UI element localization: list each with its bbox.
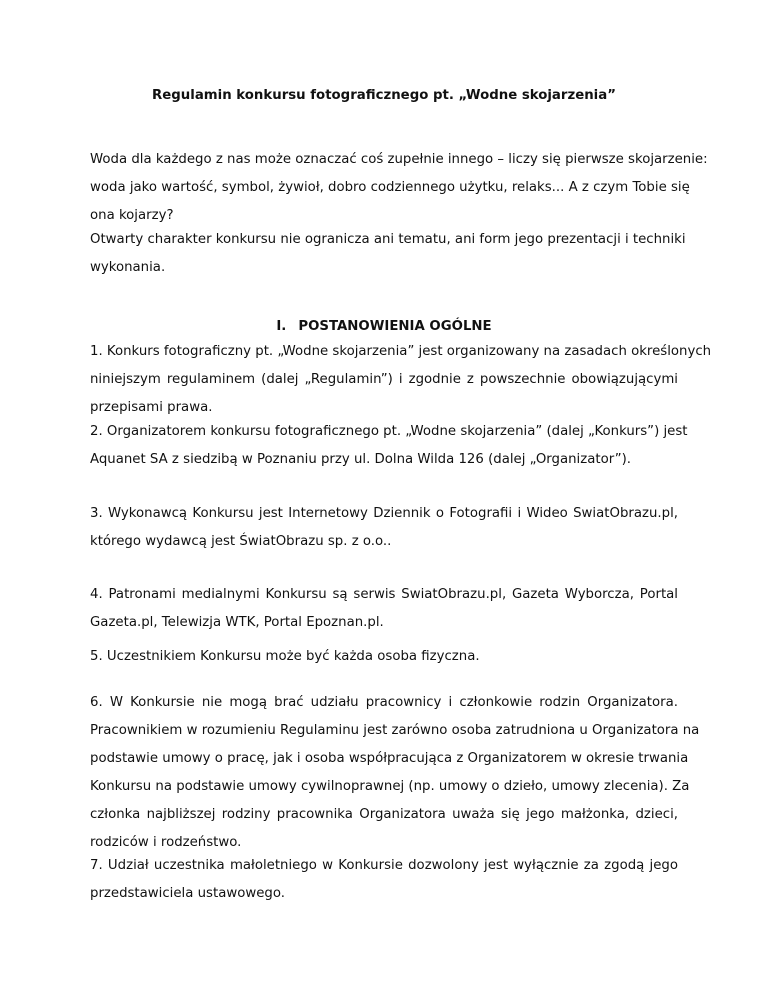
intro-paragraph xyxy=(90,226,686,282)
paragraph-line: 4. Patronami medialnymi Konkursu są serwis SwiatObrazu.pl, Gazeta Wyborcza, Portal xyxy=(90,587,678,602)
paragraph-line: 6. W Konkursie nie mogą brać udziału pracownicy i członkowie rodzin Organizatora. xyxy=(90,695,678,710)
document-title: Regulamin konkursu fotograficznego pt. „Wodne skojarzenia” xyxy=(152,88,616,103)
clause-2 xyxy=(90,418,688,474)
paragraph-line: Otwarty charakter konkursu nie ogranicza ani tematu, ani form jego prezentacji i techniki xyxy=(90,232,686,247)
clause-6 xyxy=(90,689,700,857)
paragraph-line: którego wydawcą jest ŚwiatObrazu sp. z o.o.. xyxy=(90,534,392,549)
clause-5 xyxy=(90,643,678,671)
paragraph-line: Konkursu na podstawie umowy cywilnoprawnej (np. umowy o dzieło, umowy zlecenia). Za xyxy=(90,779,690,794)
paragraph-line: ona kojarzy? xyxy=(90,208,174,223)
clause-4 xyxy=(90,581,678,637)
paragraph-line: Aquanet SA z siedzibą w Poznaniu przy ul. Dolna Wilda 126 (dalej „Organizator”). xyxy=(90,452,632,467)
paragraph-line: 5. Uczestnikiem Konkursu może być każda osoba fizyczna. xyxy=(90,649,480,664)
paragraph-line: 3. Wykonawcą Konkursu jest Internetowy Dziennik o Fotografii i Wideo SwiatObrazu.pl, xyxy=(90,506,678,521)
paragraph-line: 7. Udział uczestnika małoletniego w Konkursie dozwolony jest wyłącznie za zgodą jego xyxy=(90,858,678,873)
clause-3 xyxy=(90,500,678,556)
section-title: POSTANOWIENIA OGÓLNE xyxy=(298,319,492,334)
paragraph-line: Woda dla każdego z nas może oznaczać coś zupełnie innego – liczy się pierwsze skojarzenie: xyxy=(90,152,708,167)
paragraph-line: wykonania. xyxy=(90,260,166,275)
intro-paragraph xyxy=(90,146,708,230)
paragraph-line: Pracownikiem w rozumieniu Regulaminu jest zarówno osoba zatrudniona u Organizatora na xyxy=(90,723,700,738)
paragraph-line: przepisami prawa. xyxy=(90,400,213,415)
paragraph-line: 1. Konkurs fotograficzny pt. „Wodne skojarzenia” jest organizowany na zasadach określonych xyxy=(90,344,712,359)
paragraph-line: Gazeta.pl, Telewizja WTK, Portal Epoznan.pl. xyxy=(90,615,384,630)
paragraph-line: przedstawiciela ustawowego. xyxy=(90,886,285,901)
section-heading xyxy=(90,317,678,337)
clause-7 xyxy=(90,852,678,908)
clause-1 xyxy=(90,338,712,422)
paragraph-line: 2. Organizatorem konkursu fotograficznego pt. „Wodne skojarzenia” (dalej „Konkurs”) jest xyxy=(90,424,688,439)
paragraph-line: podstawie umowy o pracę, jak i osoba współpracująca z Organizatorem w okresie trwania xyxy=(90,751,689,766)
section-number: I. xyxy=(276,319,287,334)
paragraph-line: rodziców i rodzeństwo. xyxy=(90,835,242,850)
paragraph-line: członka najbliższej rodziny pracownika Organizatora uważa się jego małżonka, dzieci, xyxy=(90,807,678,822)
paragraph-line: woda jako wartość, symbol, żywioł, dobro codziennego użytku, relaks... A z czym Tobie się xyxy=(90,180,690,195)
paragraph-line: niniejszym regulaminem (dalej „Regulamin”) i zgodnie z powszechnie obowiązującymi xyxy=(90,372,678,387)
